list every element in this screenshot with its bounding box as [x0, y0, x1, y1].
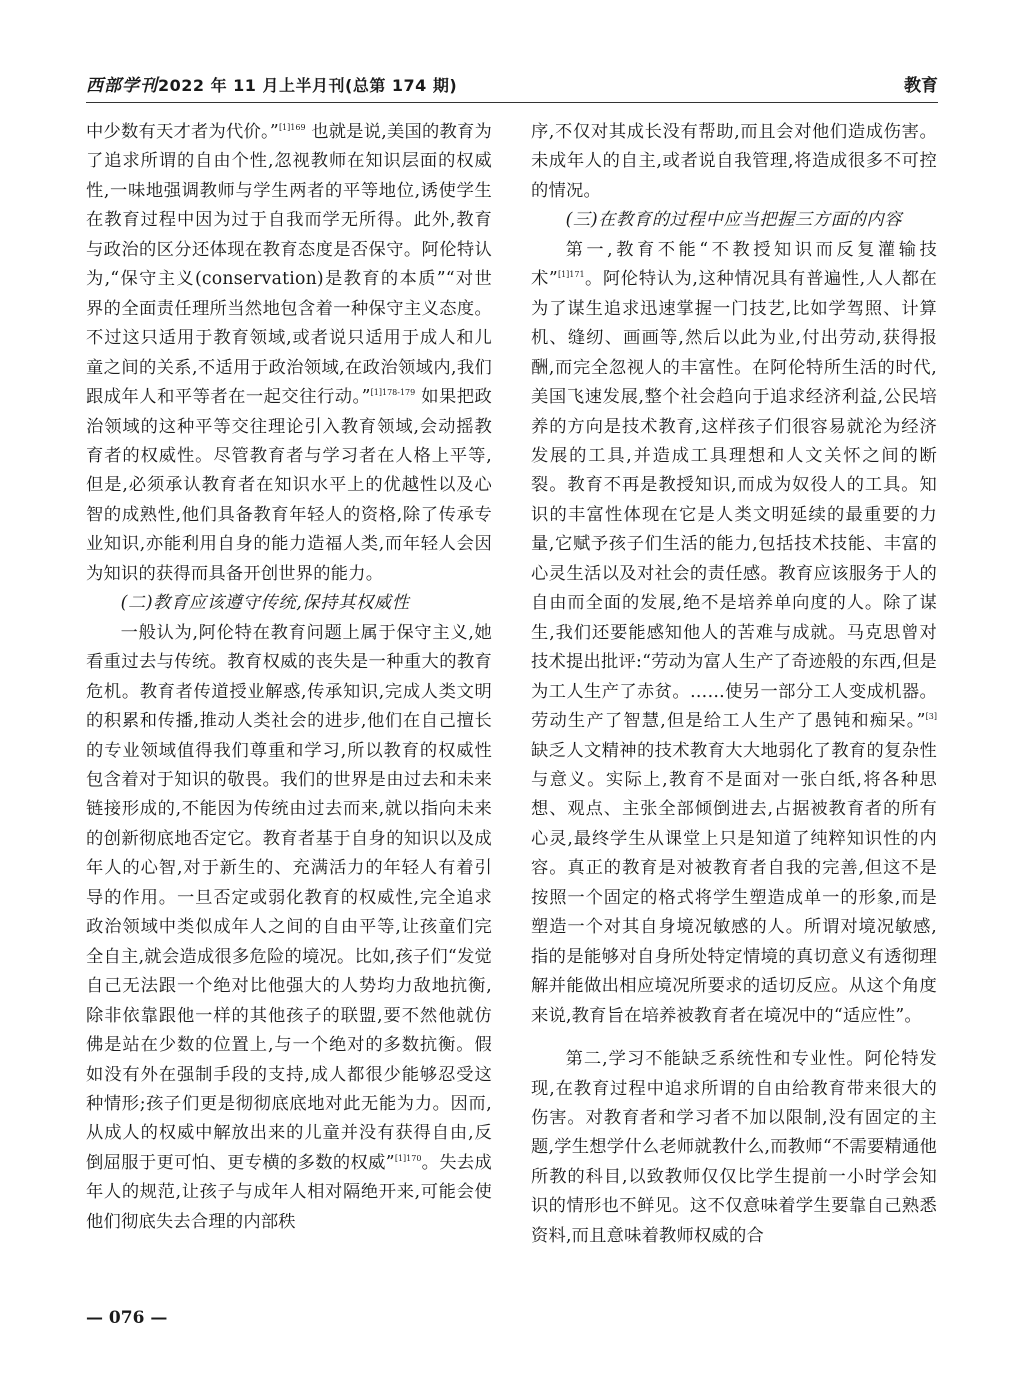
paragraph	[531, 236, 937, 1031]
citation: [1]170	[394, 1153, 422, 1163]
text-span: 第一,教育不能“不教授知识而反复灌输技术”	[531, 239, 937, 290]
paragraph	[86, 619, 492, 1238]
paragraph: 第二,学习不能缺乏系统性和专业性。阿伦特发现,在教育过程中追求所谓的自由给教育带来很大的伤害。对教育者和学习者不加以限制,没有固定的主题,学生想学什么老师就教什么,而教师“不需要精通他所教的科目,以致教师仅仅比学生提前一小时学会知识的情形也不鲜见。这不仅意味着学生要靠自己熟悉资料,而且意味着教师权威的合	[531, 1049, 937, 1246]
section-heading: (三)在教育的过程中应当把握三方面的内容	[565, 210, 903, 231]
citation: [1]171	[557, 270, 585, 280]
paragraph-gap	[531, 1031, 937, 1045]
citation: [1]178-179	[370, 388, 416, 398]
left-column	[86, 118, 492, 1306]
text-span: 。阿伦特认为,这种情况具有普遍性,人人都在为了谋生追求迅速掌握一门技艺,比如学驾照、计算机、缝纫、画画等,然后以此为业,付出劳动,获得报酬,而完全忽视人的丰富性。在阿伦特所生活的时代,美国飞速发展,整个社会趋向于追求经济利益,公民培养的方向是技术教育,这样孩子们很容易就沦为经济发展的工具,并造成工具理想和人文关怀之间的断裂。教育不再是教授知识,而成为奴役人的工具。知识的丰富性体现在它是人类文明延续的最重要的力量,它赋予孩子们生活的能力,包括技术技能、丰富的心灵生活以及对社会的责任感。教育应该服务于人的自由而全面的发展,绝不是培养单向度的人。除了谋生,我们还要能感知他人的苦难与成就。马克思曾对技术提出批评:“劳动为富人生产了奇迹般的东西,但是为工人生产了赤贫。……使另一部分工人变成机器。劳动生产了智慧,但是给工人生产了愚钝和痴呆。”	[531, 269, 937, 732]
header-rule	[86, 102, 938, 103]
journal-logo: 西部学刊	[86, 76, 158, 96]
page-number: — 076 —	[86, 1308, 168, 1328]
paragraph: 序,不仅对其成长没有帮助,而且会对他们造成伤害。未成年人的自主,或者说自我管理,将造成很多不可控的情况。	[531, 122, 937, 201]
running-header	[86, 74, 938, 98]
text-span: 。失去成年人的规范,让孩子与成年人相对隔绝开来,可能会使他们彻底失去合理的内部秩	[86, 1152, 492, 1232]
text-span: 如果把政治领域的这种平等交往理论引入教育领域,会动摇教育者的权威性。尽管教育者与学习者在人格上平等,但是,必须承认教育者在知识水平上的优越性以及心智的成熟性,他们具备教育年轻人的资格,除了传承专业知识,亦能利用自身的能力造福人类,而年轻人会因为知识的获得而具备开创世界的能力。	[86, 387, 492, 584]
citation: [1]169	[278, 123, 306, 132]
section-heading: (二)教育应该遵守传统,保持其权威性	[120, 593, 410, 614]
paragraph	[86, 118, 492, 589]
text-span: 也就是说,美国的教育为了追求所谓的自由个性,忽视教师在知识层面的权威性,一味地强调教师与学生两者的平等地位,诱使学生在教育过程中因为过于自我而学无所得。此外,教育与政治的区分还体现在教育态度是否保守。阿伦特认为,“保守主义(conservation)是教育的本质”“对世界的全面责任理所当然地包含着一种保守主义态度。不过这只适用于教育领域,或者说只适用于成人和儿童之间的关系,不适用于政治领域,在政治领域内,我们跟成年人和平等者在一起交往行动。”	[86, 122, 492, 408]
right-column	[531, 118, 937, 1306]
text-span: 中少数有天才者为代价。”	[86, 122, 279, 142]
citation: [3]	[925, 712, 937, 722]
text-span: 缺乏人文精神的技术教育大大地弱化了教育的复杂性与意义。实际上,教育不是面对一张白纸,将各种思想、观点、主张全部倾倒进去,占据被教育者的所有心灵,最终学生从课堂上只是知道了纯粹知识性的内容。真正的教育是对被教育者自我的完善,但这不是按照一个固定的格式将学生塑造成单一的形象,而是塑造一个对其自身境况敏感的人。所谓对境况敏感,指的是能够对自身所处特定情境的真切意义有透彻理解并能做出相应境况所要求的适切反应。从这个角度来说,教育旨在培养被教育者在境况中的“适应性”。	[531, 740, 937, 1026]
issue-label: 2022 年 11 月上半月刊(总第 174 期)	[158, 76, 458, 95]
section-label: 教育	[904, 76, 938, 96]
text-span: 一般认为,阿伦特在教育问题上属于保守主义,她看重过去与传统。教育权威的丧失是一种重大的教育危机。教育者传道授业解惑,传承知识,完成人类文明的积累和传播,推动人类社会的进步,他们在自己擅长的专业领域值得我们尊重和学习,所以教育的权威性包含着对于知识的敬畏。我们的世界是由过去和未来链接形成的,不能因为传统由过去而来,就以指向未来的创新彻底地否定它。教育者基于自身的知识以及成年人的心智,对于新生的、充满活力的年轻人有着引导的作用。一旦否定或弱化教育的权威性,完全追求政治领域中类似成年人之间的自由平等,让孩童们完全自主,就会造成很多危险的境况。比如,孩子们“发觉自己无法跟一个绝对比他强大的人势均力敌地抗衡,除非依靠跟他一样的其他孩子的联盟,要不然他就仿佛是站在少数的位置上,与一个绝对的多数抗衡。假如没有外在强制手段的支持,成人都很少能够忍受这种情形;孩子们更是彻彻底底地对此无能为力。因而,从成人的权威中解放出来的儿童并没有获得自由,反倒屈服于更可怕、更专横的多数的权威”	[86, 622, 492, 1173]
